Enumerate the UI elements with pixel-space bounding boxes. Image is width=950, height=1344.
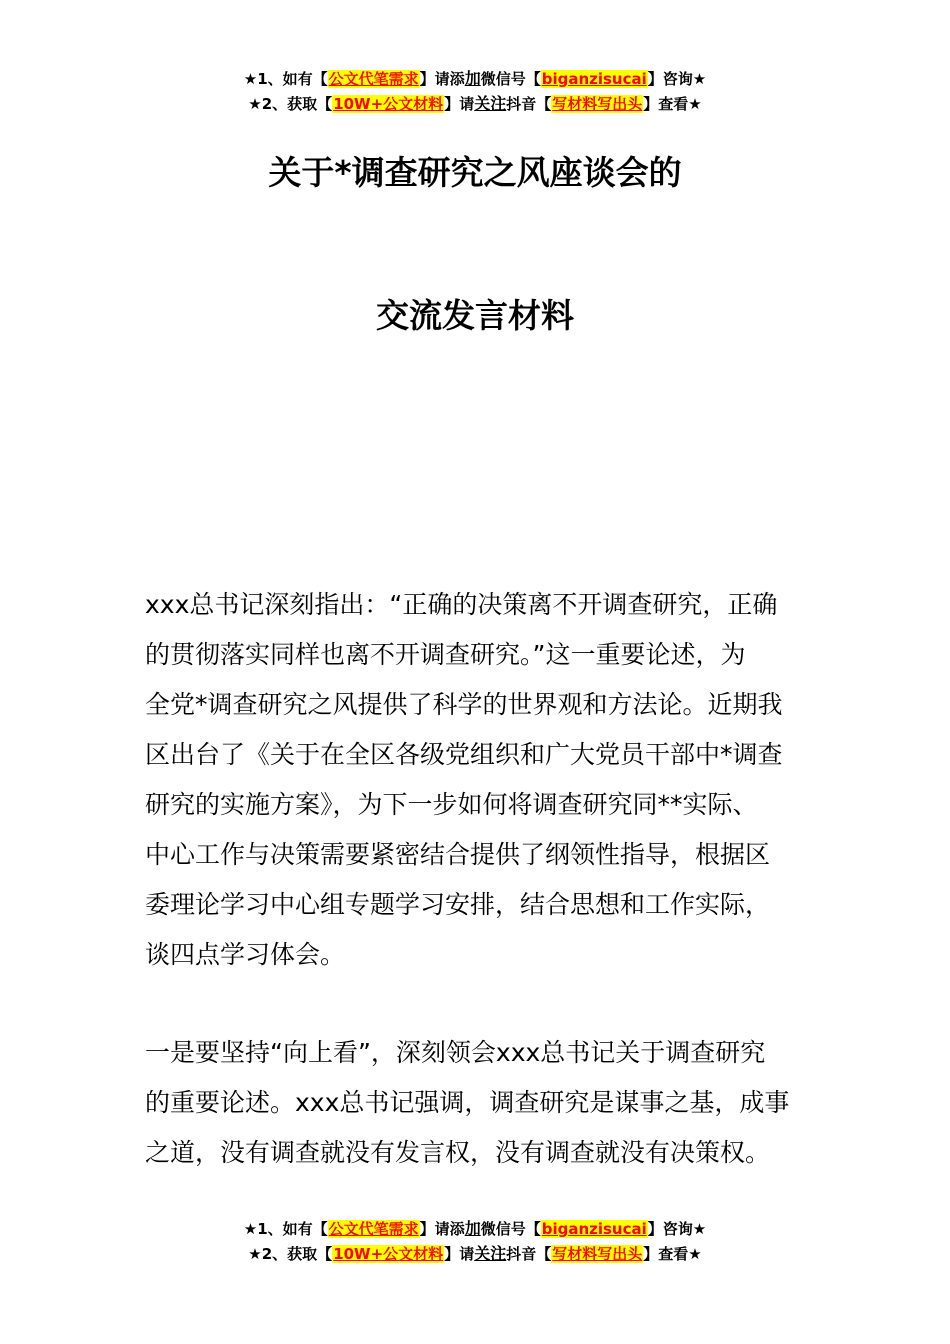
promo-line-1: ★1、如有【公文代笔需求】请添加微信号【biganzisucai】咨询★	[243, 69, 707, 88]
promo-highlight: 10W+公文材料	[333, 95, 444, 113]
text-line: 的重要论述。xxx总书记强调，调查研究是谋事之基，成事	[145, 1088, 790, 1117]
promo-banner-bottom	[0, 1216, 950, 1266]
douyin-account: 写材料写出头	[552, 95, 643, 113]
promo-banner-top	[0, 66, 950, 116]
text-line: 谈四点学习体会。	[145, 940, 346, 969]
document-title-line-1: 关于*调查研究之风座谈会的	[268, 153, 682, 192]
text-line: 之道，没有调查就没有发言权，没有调查就没有决策权。	[145, 1138, 771, 1167]
wechat-id: biganzisucai	[541, 1220, 647, 1238]
text-line: 全党*调查研究之风提供了科学的世界观和方法论。近期我	[145, 690, 783, 719]
text-line: 中心工作与决策需要紧密结合提供了纲领性指导，根据区	[145, 840, 771, 869]
text-line: xxx总书记深刻指出：“正确的决策离不开调查研究，正确	[145, 590, 778, 619]
text-line: 的贯彻落实同样也离不开调查研究。”这一重要论述，为	[145, 640, 746, 669]
document-title-line-2: 交流发言材料	[376, 296, 574, 335]
promo-highlight: 10W+公文材料	[333, 1245, 444, 1263]
promo-line-2: ★2、获取【10W+公文材料】请关注抖音【写材料写出头】查看★	[248, 1244, 702, 1263]
text-line: 区出台了《关于在全区各级党组织和广大党员干部中*调查	[145, 740, 783, 769]
promo-highlight: 公文代笔需求	[328, 1220, 419, 1238]
wechat-id: biganzisucai	[541, 70, 647, 88]
text-line: 委理论学习中心组专题学习安排，结合思想和工作实际，	[145, 890, 771, 919]
body-paragraph-1	[145, 580, 805, 980]
text-line: 研究的实施方案》，为下一步如何将调查研究同**实际、	[145, 790, 758, 819]
promo-line-1: ★1、如有【公文代笔需求】请添加微信号【biganzisucai】咨询★	[243, 1219, 707, 1238]
promo-line-2: ★2、获取【10W+公文材料】请关注抖音【写材料写出头】查看★	[248, 94, 702, 113]
body-paragraph-2	[145, 1028, 805, 1178]
promo-highlight: 公文代笔需求	[328, 70, 419, 88]
douyin-account: 写材料写出头	[552, 1245, 643, 1263]
text-line: 一是要坚持“向上看”，深刻领会xxx总书记关于调查研究	[145, 1038, 766, 1067]
